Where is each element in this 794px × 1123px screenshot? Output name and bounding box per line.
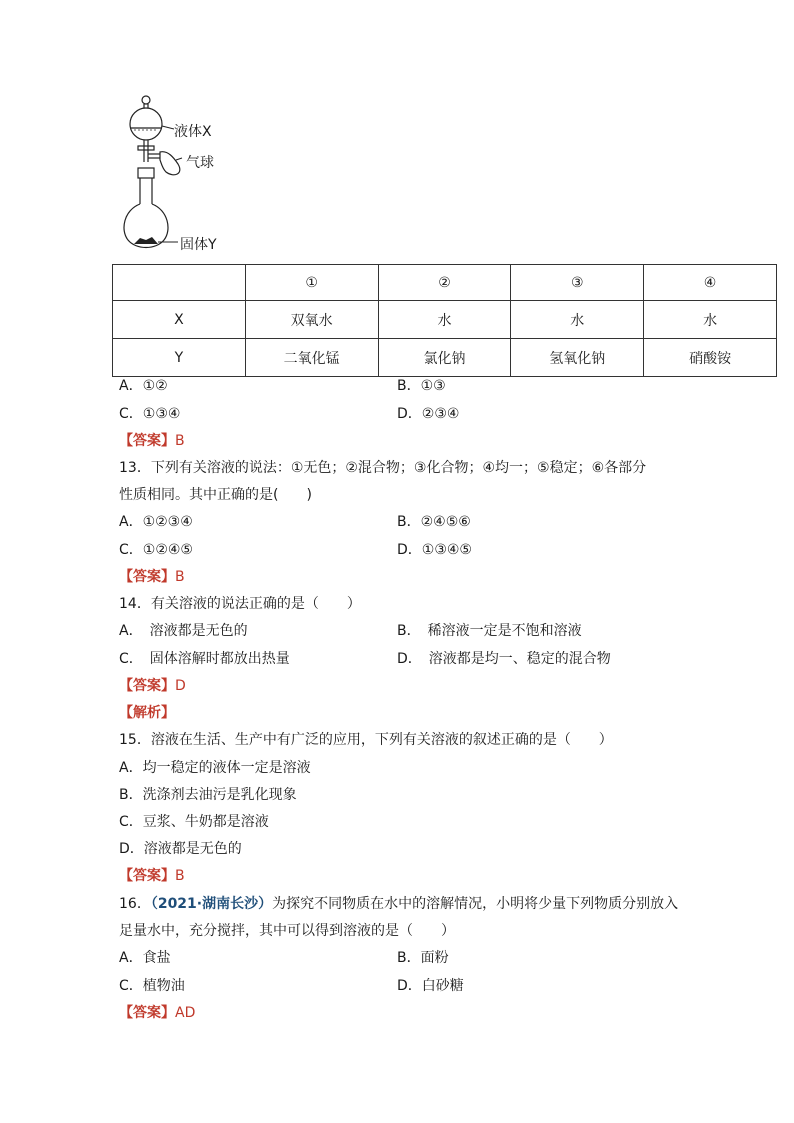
q15-option-d: D．溶液都是无色的 (119, 841, 242, 857)
answer-tag: 【答案】 (119, 433, 175, 449)
apparatus-figure (118, 92, 248, 257)
q14-option-d: D． 溶液都是均一、稳定的混合物 (397, 651, 611, 667)
answer-value: D (175, 678, 186, 694)
table-cell: 水 (644, 301, 777, 339)
answer-value: B (175, 433, 185, 449)
q12-answer (119, 431, 185, 451)
table-cell: 水 (378, 301, 511, 339)
table-cell: 硝酸铵 (644, 339, 777, 377)
q13-answer (119, 567, 185, 587)
answer-value: B (175, 569, 185, 585)
q16-option-c: C．植物油 (119, 978, 185, 994)
q16-stem-line1 (119, 894, 678, 914)
question-number: 16． (119, 896, 151, 912)
table-row (113, 301, 777, 339)
table-row (113, 339, 777, 377)
q12-option-d: D．②③④ (397, 406, 460, 422)
q15-option-c: C．豆浆、牛奶都是溶液 (119, 814, 269, 830)
question-text: 为探究不同物质在水中的溶解情况，小明将少量下列物质分别放入 (272, 896, 679, 912)
q12-option-c: C．①③④ (119, 406, 181, 422)
table-cell: 水 (511, 301, 644, 339)
q14-answer (119, 676, 186, 696)
q13-stem-line2: 性质相同。其中正确的是( ) (119, 487, 312, 503)
question-source: （2021·湖南长沙） (150, 896, 273, 912)
flask-apparatus-icon (118, 92, 248, 257)
q16-option-a: A．食盐 (119, 950, 171, 966)
answer-tag: 【答案】 (119, 868, 175, 884)
q14-option-a: A． 溶液都是无色的 (119, 623, 248, 639)
table-header-cell (113, 265, 246, 301)
table-cell: 双氧水 (245, 301, 378, 339)
q13-option-b: B．②④⑤⑥ (397, 514, 471, 530)
q15-option-a: A．均一稳定的液体一定是溶液 (119, 760, 311, 776)
q15-option-b: B．洗涤剂去油污是乳化现象 (119, 787, 297, 803)
answer-tag: 【答案】 (119, 1005, 175, 1021)
figure-label-liquid-x: 液体X (174, 124, 212, 140)
answer-value: B (175, 868, 185, 884)
table-cell: 氢氧化钠 (511, 339, 644, 377)
q16-answer (119, 1003, 195, 1023)
answer-tag: 【答案】 (119, 569, 175, 585)
q15-stem: 15．溶液在生活、生产中有广泛的应用，下列有关溶液的叙述正确的是（ ） (119, 732, 613, 748)
table-header-cell: ② (378, 265, 511, 301)
q13-stem-line1: 13．下列有关溶液的说法：①无色；②混合物；③化合物；④均一；⑤稳定；⑥各部分 (119, 460, 647, 476)
table-header-cell: ④ (644, 265, 777, 301)
q13-option-c: C．①②④⑤ (119, 542, 193, 558)
table-header-cell: ① (245, 265, 378, 301)
q16-stem-line2: 足量水中，充分搅拌，其中可以得到溶液的是（ ） (119, 923, 455, 939)
q14-analysis-tag: 【解析】 (119, 705, 175, 721)
answer-value: AD (175, 1005, 196, 1021)
q12-option-a: A．①② (119, 378, 168, 394)
table-cell: 氯化钠 (378, 339, 511, 377)
q12-option-b: B．①③ (397, 378, 446, 394)
q13-option-d: D．①③④⑤ (397, 542, 472, 558)
table-cell: X (113, 301, 246, 339)
figure-label-balloon: 气球 (186, 155, 214, 171)
table-header-row (113, 265, 777, 301)
q14-option-c: C． 固体溶解时都放出热量 (119, 651, 290, 667)
q15-answer (119, 866, 185, 886)
q16-option-d: D．白砂糖 (397, 978, 464, 994)
table-cell: 二氧化锰 (245, 339, 378, 377)
q14-option-b: B． 稀溶液一定是不饱和溶液 (397, 623, 582, 639)
reagent-table (112, 264, 777, 377)
figure-label-solid-y: 固体Y (180, 237, 217, 253)
table-cell: Y (113, 339, 246, 377)
table-header-cell: ③ (511, 265, 644, 301)
q13-option-a: A．①②③④ (119, 514, 193, 530)
answer-tag: 【答案】 (119, 678, 175, 694)
q16-option-b: B．面粉 (397, 950, 449, 966)
q14-stem: 14．有关溶液的说法正确的是（ ） (119, 596, 361, 612)
